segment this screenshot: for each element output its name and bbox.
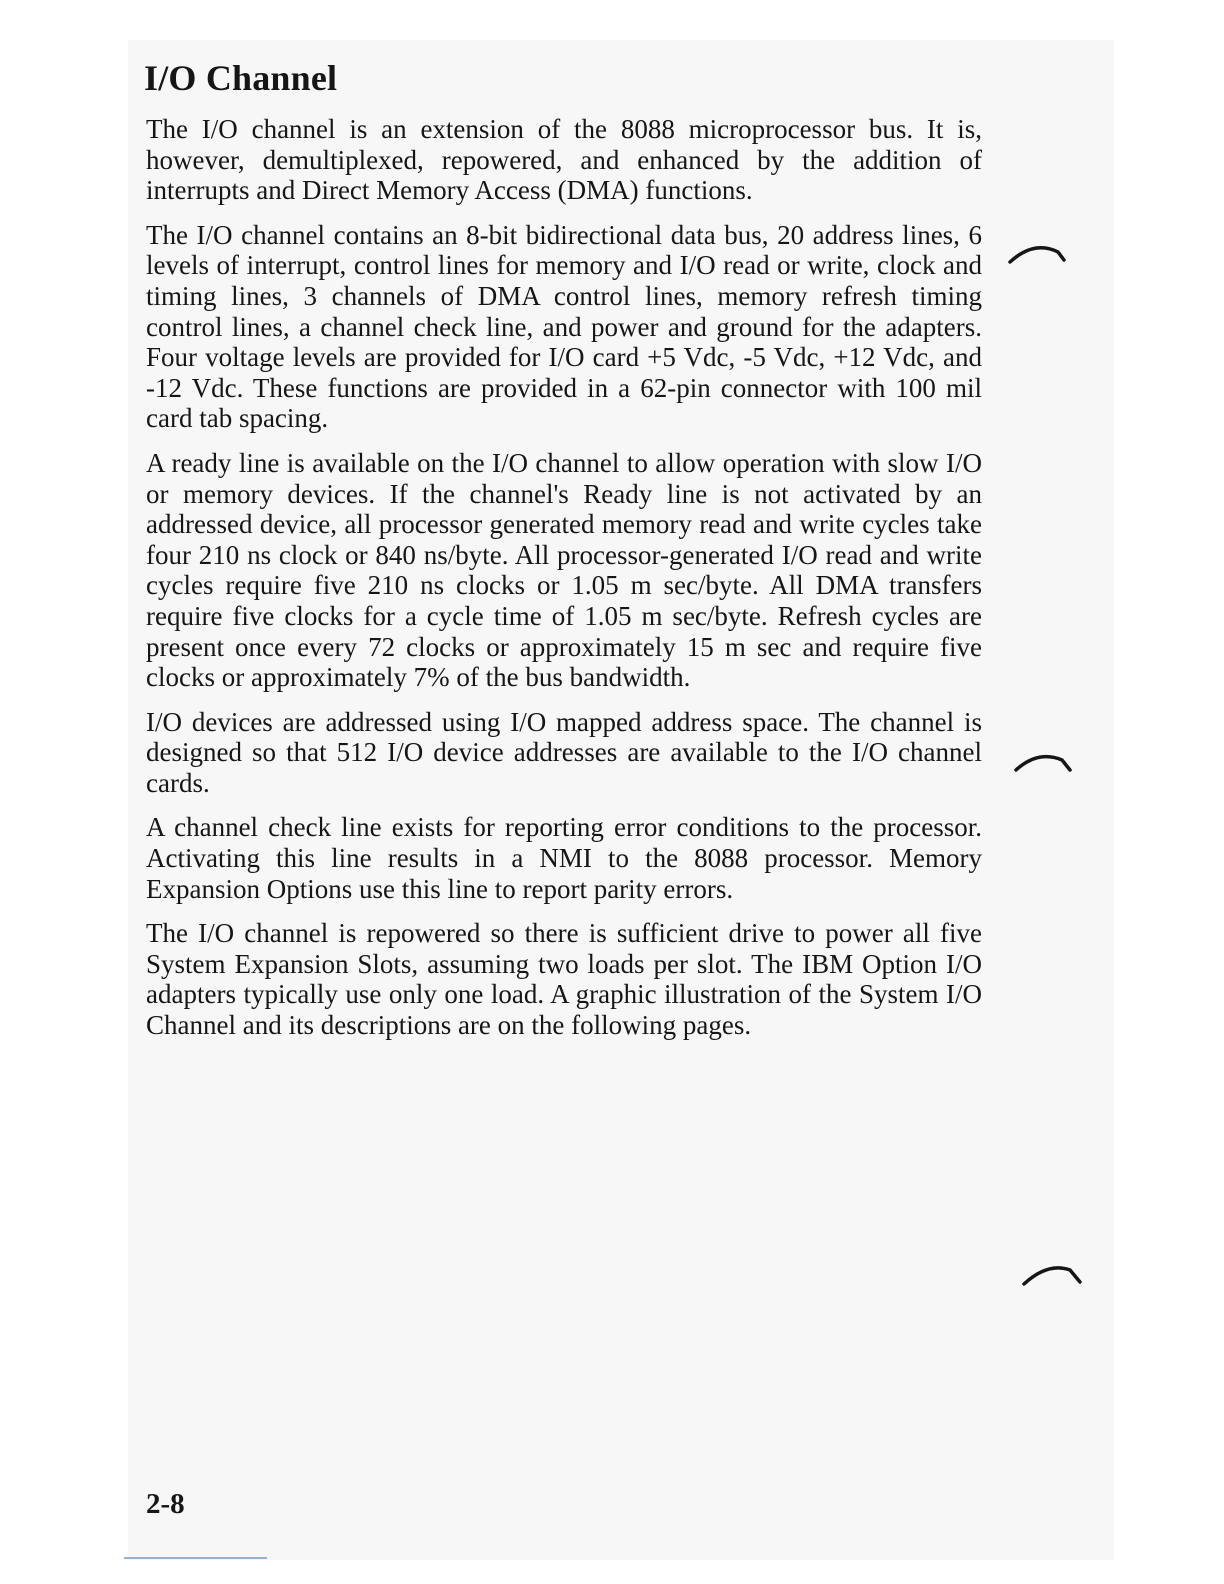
paragraph-intro: The I/O channel is an extension of the 8088 microprocessor bus. It is, however, demultiplexed, repowered, and enhanced by the addition of interrupts and Direct Memory Access (DMA) functions. bbox=[146, 114, 982, 206]
paragraph-repowered: The I/O channel is repowered so there is sufficient drive to power all five System Expansion Slots, assuming two loads per slot. The IBM Option I/O adapters typically use only one load. A graphic illustration of the System I/O Channel and its descriptions are on the following pages. bbox=[146, 918, 982, 1041]
binder-punch-mark-icon bbox=[1020, 1260, 1084, 1288]
paragraph-channel-check: A channel check line exists for reporting error conditions to the processor. Activating this line results in a NMI to the 8088 processor. Memory Expansion Options use this line to report parity errors. bbox=[146, 812, 982, 904]
binder-punch-mark-icon bbox=[1012, 750, 1076, 778]
page-number: 2-8 bbox=[146, 1488, 185, 1520]
paragraph-bus-lines: The I/O channel contains an 8-bit bidirectional data bus, 20 address lines, 6 levels of interrupt, control lines for memory and I/O read or write, clock and timing lines, 3 channels of DMA control lines, memory refresh timing control lines, a channel check line, and power and ground for the adapters. Four voltage levels are provided for I/O card +5 Vdc, -5 Vdc, +12 Vdc, and -12 Vdc. These functions are provided in a 62-pin connector with 100 mil card tab spacing. bbox=[146, 219, 982, 434]
paragraph-address-space: I/O devices are addressed using I/O mapped address space. The channel is designed so that 512 I/O device addresses are available to the I/O channel cards. bbox=[146, 706, 982, 798]
page-title: I/O Channel bbox=[144, 58, 338, 98]
bottom-rule bbox=[124, 1557, 267, 1559]
paragraph-ready-line: A ready line is available on the I/O channel to allow operation with slow I/O or memory devices. If the channel's Ready line is not activated by an addressed device, all processor generated memory read and write cycles take four 210 ns clock or 840 ns/byte. All processor-generated I/O read and write cycles require five 210 ns clocks or 1.05 m sec/byte. All DMA transfers require five clocks for a cycle time of 1.05 m sec/byte. Refresh cycles are present once every 72 clocks or approximately 15 m sec and require five clocks or approximately 7% of the bus bandwidth. bbox=[146, 447, 982, 693]
binder-punch-mark-icon bbox=[1006, 240, 1070, 268]
document-body bbox=[146, 50, 982, 1055]
